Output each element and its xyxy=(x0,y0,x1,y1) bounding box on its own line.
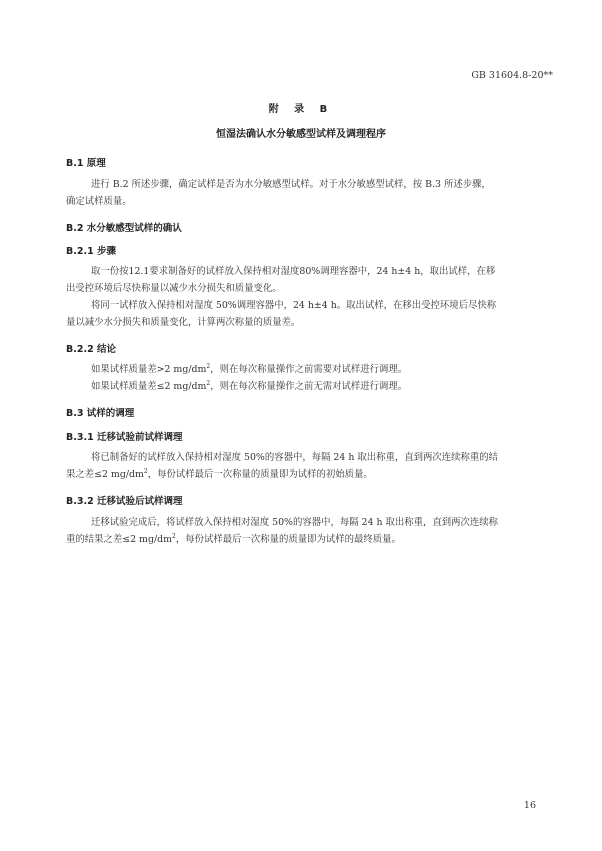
standard-code: GB 31604.8-20** xyxy=(471,70,553,81)
b31-line2-post: ，每份试样最后一次称量的质量即为试样的初始质量。 xyxy=(147,469,373,480)
b22-line2-sup: 2 xyxy=(206,379,211,387)
section-b31-line2 xyxy=(66,466,548,483)
section-b3-heading: B.3 试样的调理 xyxy=(66,408,135,419)
b31-line2-sup: 2 xyxy=(143,467,148,475)
b32-line2-sup: 2 xyxy=(172,532,176,540)
b22-line2-pre: 如果试样质量差≤2 mg/dm xyxy=(91,381,207,392)
section-b2-heading: B.2 水分敏感型试样的确认 xyxy=(66,223,182,234)
section-b1-line1: 进行 B.2 所述步骤，确定试样是否为水分敏感型试样。对于水分敏感型试样，按 B.3 所述步骤， xyxy=(91,179,491,190)
appendix-subtitle: 恒湿法确认水分敏感型试样及调理程序 xyxy=(216,129,386,140)
section-b31-heading: B.3.1 迁移试验前试样调理 xyxy=(66,432,183,443)
b32-line2-post: ，每份试样最后一次称量的质量即为试样的最终质量。 xyxy=(175,534,401,545)
section-b21-heading: B.2.1 步骤 xyxy=(66,246,116,257)
section-b1-heading: B.1 原理 xyxy=(66,158,106,169)
b22-line1-post: ，则在每次称量操作之前需要对试样进行调理。 xyxy=(210,364,408,375)
section-b21-p1-line2: 出受控环境后尽快称量以减少水分损失和质量变化。 xyxy=(66,283,282,294)
section-b22-heading: B.2.2 结论 xyxy=(66,344,116,355)
section-b22-line1 xyxy=(66,361,573,378)
section-b21-p2-line2: 量以减少水分损失和质量变化，计算两次称量的质量差。 xyxy=(66,317,301,328)
b22-line1-sup: 2 xyxy=(206,362,211,370)
section-b31-line1: 将已制备好的试样放入保持相对湿度 50%的容器中，每隔 24 h 取出称重，直到两次连续称重的结 xyxy=(91,452,498,463)
b32-line2-pre: 重的结果之差≤2 mg/dm xyxy=(66,534,172,545)
b31-line2-pre: 果之差≤2 mg/dm xyxy=(66,469,144,480)
section-b32-line1: 迁移试验完成后，将试样放入保持相对湿度 50%的容器中，每隔 24 h 取出称重，直到两次连续称 xyxy=(91,517,498,528)
section-b1-line2: 确定试样质量。 xyxy=(66,196,132,207)
section-b32-heading: B.3.2 迁移试验后试样调理 xyxy=(66,496,183,507)
section-b21-p1-line1: 取一份按12.1要求制备好的试样放入保持相对湿度80%调理容器中，24 h±4 h，取出试样，在移 xyxy=(91,266,496,277)
section-b32-line2 xyxy=(66,531,548,548)
page-number: 16 xyxy=(523,800,536,811)
b22-line2-post: ，则在每次称量操作之前无需对试样进行调理。 xyxy=(210,381,408,392)
section-b22-line2 xyxy=(66,378,573,395)
b22-line1-pre: 如果试样质量差>2 mg/dm xyxy=(91,364,207,375)
section-b21-p2-line1: 将同一试样放入保持相对湿度 50%调理容器中，24 h±4 h。取出试样，在移出受控环境后尽快称 xyxy=(91,300,497,311)
appendix-title: 附 录 B xyxy=(268,104,334,115)
